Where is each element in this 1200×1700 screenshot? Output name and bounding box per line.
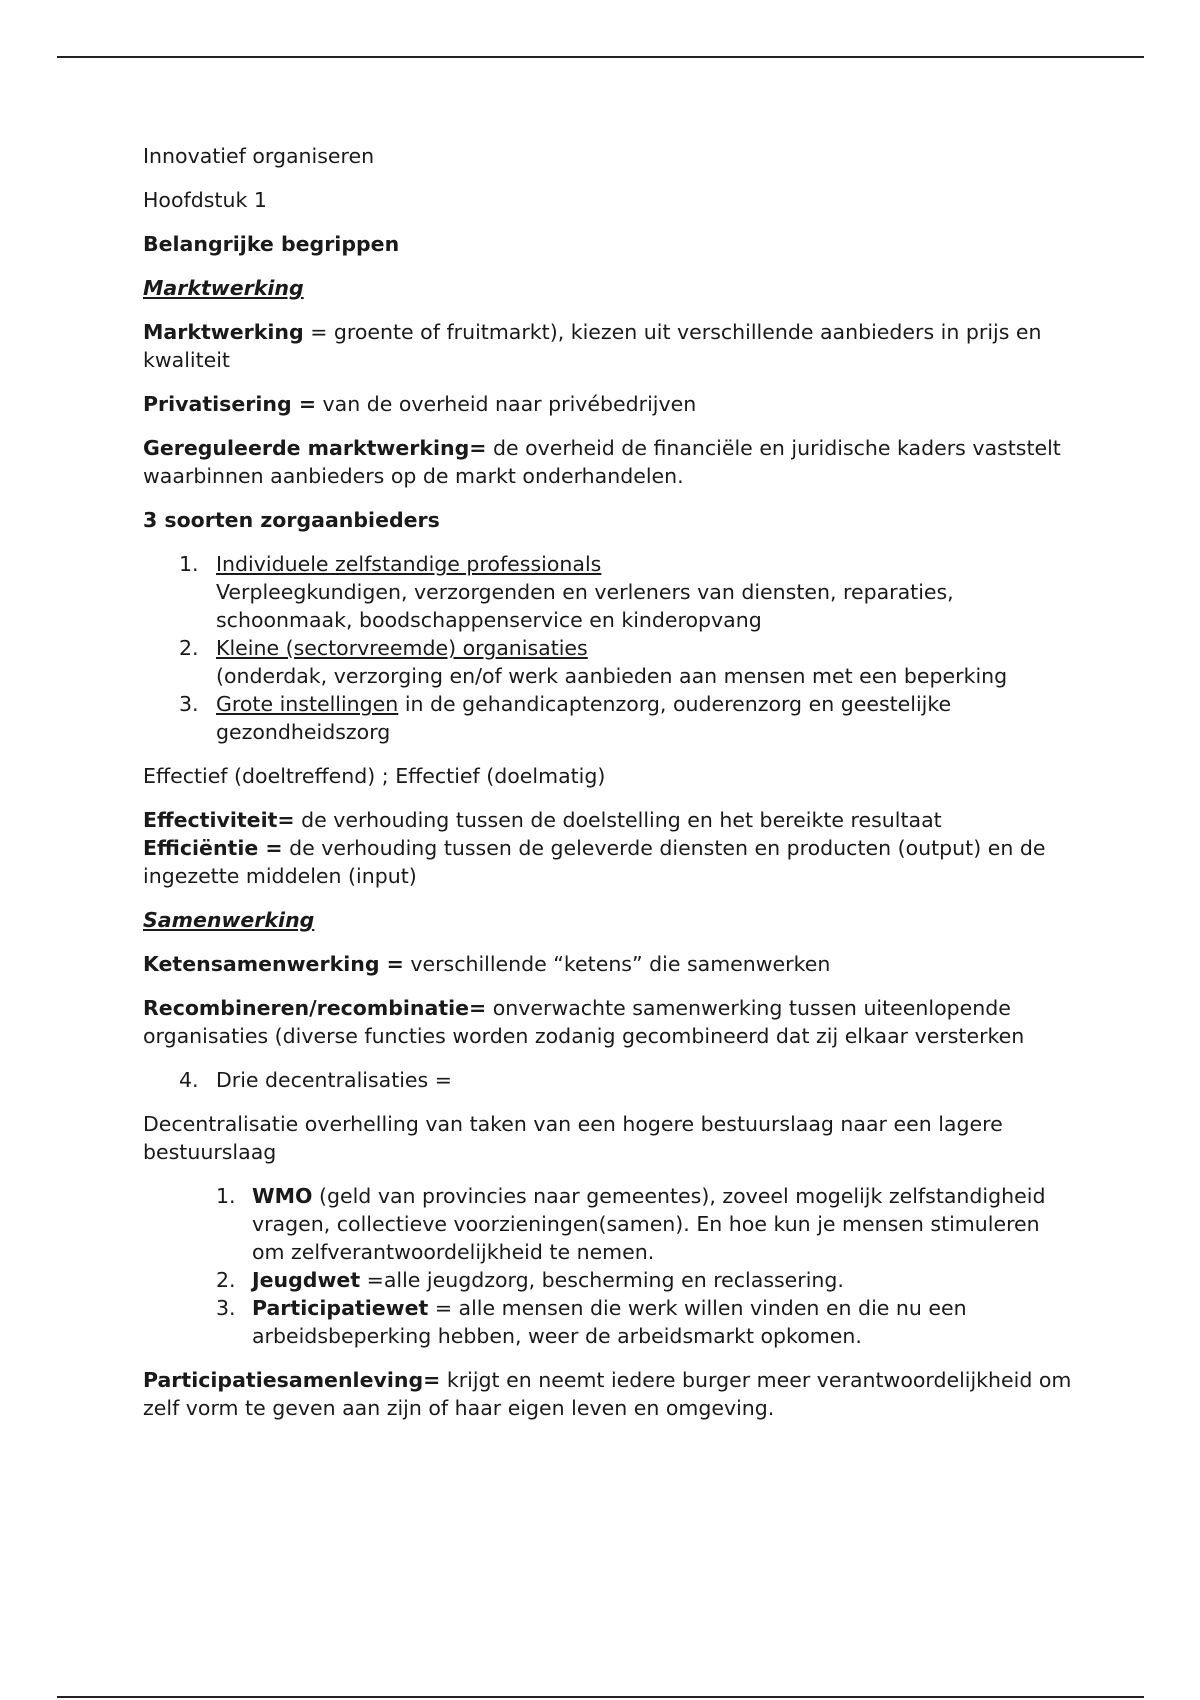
list-item-text: (geld van provincies naar gemeentes), zoveel mogelijk zelfstandigheid vragen, collectieve voorzieningen(samen). En hoe kun je mensen stimuleren om zelfverantwoordelijkheid te nemen. bbox=[252, 1184, 1046, 1264]
section-heading: Belangrijke begrippen bbox=[143, 232, 400, 256]
definition-efficientie bbox=[143, 834, 1078, 890]
definition-effectiviteit bbox=[143, 806, 1078, 834]
wetten-list bbox=[143, 1182, 1078, 1350]
chapter-label: Hoofdstuk 1 bbox=[143, 188, 267, 212]
list-item-text: Drie decentralisaties = bbox=[216, 1068, 452, 1092]
term: Marktwerking bbox=[143, 320, 304, 344]
list-item-text: Verpleegkundigen, verzorgenden en verleners van diensten, reparaties, schoonmaak, boodschappenservice en kinderopvang bbox=[216, 580, 954, 632]
subheading-marktwerking: Marktwerking bbox=[143, 276, 304, 300]
list-item-term: WMO bbox=[252, 1184, 313, 1208]
list-item-term: Jeugdwet bbox=[252, 1268, 361, 1292]
list-item-title: Grote instellingen bbox=[216, 692, 399, 716]
definition-participatiesamenleving bbox=[143, 1366, 1078, 1422]
zorgaanbieders-list bbox=[143, 550, 1078, 746]
definition-text: krijgt en neemt iedere burger meer verantwoordelijkheid om zelf vorm te geven aan zijn of haar eigen leven en omgeving. bbox=[143, 1368, 1072, 1420]
definition-gereguleerde-marktwerking bbox=[143, 434, 1078, 490]
term: Participatiesamenleving= bbox=[143, 1368, 441, 1392]
term: Effectiviteit= bbox=[143, 808, 295, 832]
list-item bbox=[143, 1182, 1078, 1266]
definition-text: verschillende “ketens” die samenwerken bbox=[403, 952, 831, 976]
effectief-line: Effectief (doeltreffend) ; Effectief (doelmatig) bbox=[143, 764, 606, 788]
list-item-title: Individuele zelfstandige professionals bbox=[216, 552, 602, 576]
definition-text: onverwachte samenwerking tussen uiteenlopende organisaties (diverse functies worden zodanig gecombineerd dat zij elkaar versterken bbox=[143, 996, 1025, 1048]
document-title: Innovatief organiseren bbox=[143, 144, 375, 168]
definition-text: = groente of fruitmarkt), kiezen uit verschillende aanbieders in prijs en kwaliteit bbox=[143, 320, 1042, 372]
subheading-samenwerking: Samenwerking bbox=[143, 908, 315, 932]
header-rule bbox=[57, 56, 1144, 58]
list-item-text: in de gehandicaptenzorg, ouderenzorg en geestelijke gezondheidszorg bbox=[216, 692, 952, 744]
list-number: 3. bbox=[216, 1296, 236, 1320]
definition-ketensamenwerking bbox=[143, 950, 1078, 978]
term: Recombineren/recombinatie= bbox=[143, 996, 487, 1020]
term: Gereguleerde marktwerking= bbox=[143, 436, 487, 460]
list-item bbox=[143, 550, 1078, 634]
list-item bbox=[143, 1266, 1078, 1294]
list-item-text: = alle mensen die werk willen vinden en die nu een arbeidsbeperking hebben, weer de arbeidsmarkt opkomen. bbox=[252, 1296, 967, 1348]
list-item-text: =alle jeugdzorg, bescherming en reclassering. bbox=[360, 1268, 844, 1292]
list-number: 2. bbox=[216, 1268, 236, 1292]
list-item-title: Kleine (sectorvreemde) organisaties bbox=[216, 636, 588, 660]
zorgaanbieders-heading: 3 soorten zorgaanbieders bbox=[143, 508, 440, 532]
list-number: 2. bbox=[179, 636, 199, 660]
list-item bbox=[143, 634, 1078, 690]
decentralisatie-text: Decentralisatie overhelling van taken van een hogere bestuurslaag naar een lagere bestuurslaag bbox=[143, 1112, 1003, 1164]
footer-rule bbox=[57, 1696, 1144, 1698]
definition-text: de overheid de financiële en juridische kaders vaststelt waarbinnen aanbieders op de markt onderhandelen. bbox=[143, 436, 1061, 488]
decentralisaties-list bbox=[143, 1066, 1078, 1094]
list-item bbox=[143, 690, 1078, 746]
definition-text: van de overheid naar privébedrijven bbox=[316, 392, 697, 416]
list-number: 3. bbox=[179, 692, 199, 716]
term: Privatisering = bbox=[143, 392, 317, 416]
term: Ketensamenwerking = bbox=[143, 952, 404, 976]
document-body bbox=[143, 142, 1078, 1438]
definition-text: de verhouding tussen de doelstelling en het bereikte resultaat bbox=[294, 808, 942, 832]
definition-marktwerking bbox=[143, 318, 1078, 374]
list-number: 4. bbox=[179, 1068, 199, 1092]
definition-recombineren bbox=[143, 994, 1078, 1050]
list-item-term: Participatiewet bbox=[252, 1296, 429, 1320]
list-item bbox=[143, 1294, 1078, 1350]
list-number: 1. bbox=[179, 552, 199, 576]
definition-privatisering bbox=[143, 390, 1078, 418]
list-item-text: (onderdak, verzorging en/of werk aanbieden aan mensen met een beperking bbox=[216, 664, 1008, 688]
list-number: 1. bbox=[216, 1184, 236, 1208]
definition-text: de verhouding tussen de geleverde diensten en producten (output) en de ingezette middelen (input) bbox=[143, 836, 1046, 888]
term: Efficiëntie = bbox=[143, 836, 283, 860]
list-item bbox=[143, 1066, 1078, 1094]
